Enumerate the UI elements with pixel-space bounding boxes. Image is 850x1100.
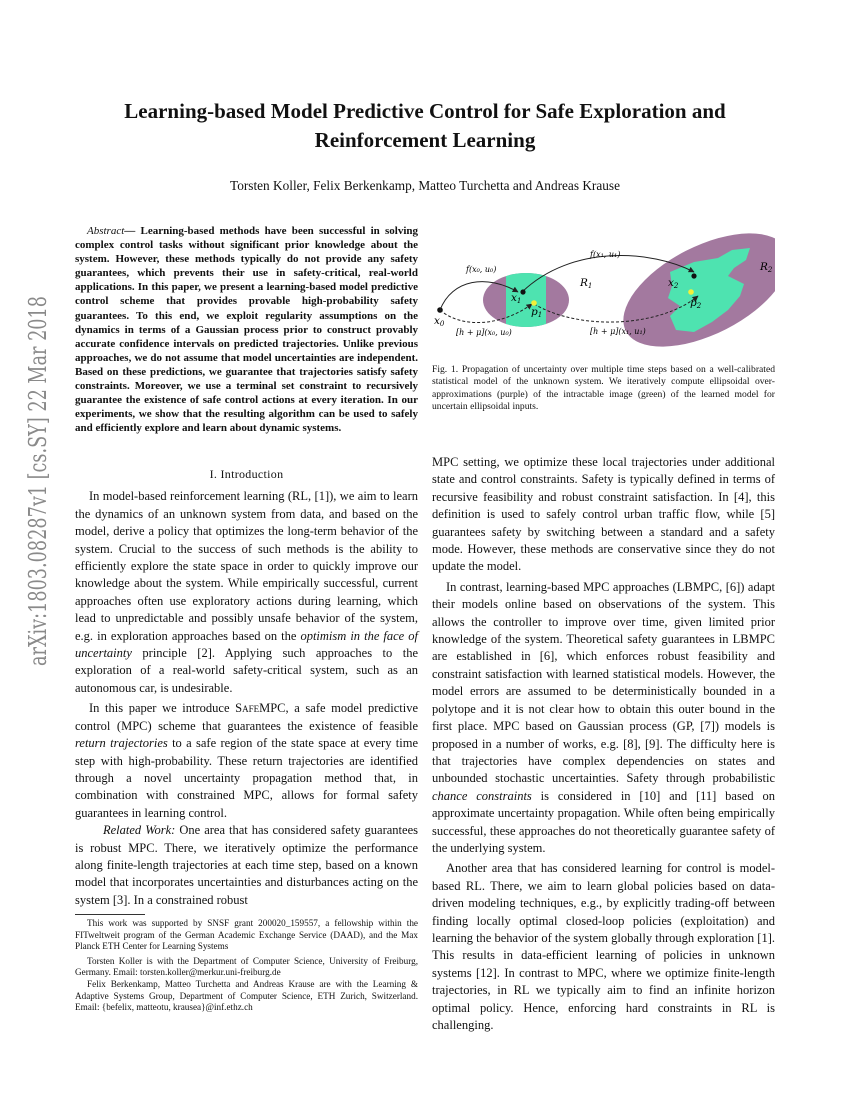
arxiv-id: arXiv:1803.08287v1 [cs.SY] 22 Mar 2018	[23, 290, 52, 666]
label-R1: R1	[580, 277, 593, 290]
section-heading-introduction: I. Introduction	[209, 467, 284, 481]
figure-1	[432, 214, 775, 364]
footnote-affiliation-2: Felix Berkenkamp, Matteo Turchetta and Andreas Krause are with the Learning & Adaptive Systems Group, Department of Computer Science, ETH Zurich, Switzerland. Email: {befelix, matteotu, krausea}@inf.ethz.ch	[75, 978, 418, 1013]
p2-point	[688, 289, 694, 295]
author-list: Torsten Koller, Felix Berkenkamp, Matteo Turchetta and Andreas Krause	[230, 178, 620, 193]
abstract	[75, 224, 418, 435]
x1-point	[520, 289, 525, 294]
x2-point	[691, 273, 696, 278]
footnotes	[75, 918, 418, 1017]
related-work-paragraph: Related Work: One area that has considered safety guarantees is robust MPC. There, we iteratively optimize the performance along finite-length trajectories at each time step, based on a known model that incorporates uncertainties and disturbances acting on the system [3]. In a constrained robust	[75, 823, 418, 907]
label-p1: p1	[531, 306, 543, 319]
right-paragraph-3: Another area that has considered learning for control is model-based RL. There, we aim to learn global policies based on data-driven modeling techniques, e.g., by explicitly trading-off between finding locally optimal closed-loop policies (exploitation) and learning the behavior of the system globally through exploration [1]. This results in data-efficient learning of policies in unknown systems [12]. In contrast to MPC, where we optimize finite-length trajectories, in RL we typically aim to find an infinite horizon optimal policy. Hence, enforcing hard constraints in RL is challenging.	[432, 861, 775, 1032]
title-line-1: Learning-based Model Predictive Control for Safe Exploration and	[124, 99, 726, 123]
label-x2: x2	[668, 277, 679, 290]
intro-paragraph-2: In this paper we introduce SafeMPC, a safe model predictive control (MPC) scheme that guarantees the existence of feasible return trajectories to a safe region of the state space at every time step with high-probability. These return trajectories are identified through a novel uncertainty propagation method that, in combination with constrained MPC, allows for formal safety guarantees in learning control.	[75, 701, 418, 820]
footnote-affiliation-1: Torsten Koller is with the Department of Computer Science, University of Freiburg, Germany. Email: torsten.koller@merkur.uni-freiburg.de	[75, 955, 418, 978]
label-R2: R2	[760, 261, 773, 274]
label-p2: p2	[690, 297, 702, 310]
figure-1-caption: Fig. 1. Propagation of uncertainty over multiple time steps based on a well-calibrated statistical model of the unknown system. We iteratively compute ellipsoidal over-approximations (purple) of the intractable image (green) of the learned model for uncertain ellipsoidal inputs.	[432, 364, 775, 412]
label-f1: f(x₁, u₁)	[590, 250, 621, 259]
paper-title	[75, 97, 775, 155]
abstract-label: Abstract	[87, 225, 125, 237]
arxiv-stamp	[10, 290, 60, 670]
footnote-funding: This work was supported by SNSF grant 200020_159557, a fellowship within the FITweltweit program of the German Academic Exchange Service (DAAD), and the Max Planck ETH Center for Learning Systems	[75, 918, 418, 952]
related-work-label: Related Work:	[103, 823, 176, 838]
right-paragraph-2: In contrast, learning-based MPC approaches (LBMPC, [6]) adapt their models online based on observations of the system. This allows the controller to improve over time, given limited prior knowledge of the system. Theoretical safety guarantees in LBMPC are established in [6], which enforces robust feasibility and constraint satisfaction with learned statistical models. However, the model errors are assumed to be deterministically bounded in a polytope and it is not clear how to obtain this outer bound in the first place. MPC based on Gaussian process (GP, [7]) models is proposed in a number of works, e.g. [8], [9]. The difficulty here is that trajectories have complex dependencies on states and unbounded stochastic uncertainties. Safety through probabilistic chance constraints is considered in [10] and [11] based on approximate uncertainty propagation. While often being empirically successful, these approaches do not theoretically guarantee safety of the underlying system.	[432, 579, 775, 855]
label-h1: [h + μ](x₁, u₁)	[590, 327, 646, 336]
label-f0: f(x₀, u₀)	[466, 265, 497, 274]
intro-paragraph-1: In model-based reinforcement learning (RL, [1]), we aim to learn the dynamics of an unknown system from data, and based on the model, derive a policy that optimizes the long-term behavior of the system. Crucial to the success of such methods is the ability to efficiently explore the state space in order to quickly improve our knowledge about the system. While empirically successful, current approaches often use exploratory actions during learning, which lead to unpredictable and possibly unsafe behavior of the system, e.g. in exploration approaches based on the optimism in the face of uncertainty principle [2]. Applying such approaches to the exploration of a real-world safety-critical system, such as an autonomous car, is undesirable.	[75, 489, 418, 695]
left-column	[75, 458, 418, 909]
abstract-text: — Learning-based methods have been successful in solving complex control tasks without significant prior knowledge about the system. However, these methods typically do not provide any safety guarantees, which prevents their use in safety-critical, real-world applications. In this paper, we present a learning-based model predictive control scheme that provides provable high-probability safety guarantees. To this end, we exploit regularity assumptions on the dynamics in terms of a Gaussian process prior to construct provably accurate confidence intervals on predicted trajectories. Unlike previous approaches, we do not assume that model uncertainties are independent. Based on these predictions, we guarantee that trajectories satisfy safety constraints. Moreover, we use a terminal set constraint to recursively guarantee the existence of safe control actions at every iteration. In our experiments, we show that the resulting algorithm can be used to safely and efficiently explore and learn about dynamic systems.	[75, 225, 418, 435]
right-paragraph-1: MPC setting, we optimize these local trajectories under additional state and control constraints. Safety is typically defined in terms of recursive feasibility and robust constraint satisfaction. In [4], this definition is used to safely control urban traffic flow, while [5] guarantees safety by switching between a standard and a safety mode. However, these methods are conservative since they do not update the model.	[432, 455, 775, 574]
label-h0: [h + μ](x₀, u₀)	[456, 328, 512, 337]
title-line-2: Reinforcement Learning	[314, 128, 536, 152]
label-x1: x1	[511, 292, 522, 305]
label-x0: x0	[434, 315, 445, 328]
right-column	[432, 454, 775, 1034]
p1-point	[531, 300, 537, 306]
footnote-rule	[75, 914, 145, 915]
